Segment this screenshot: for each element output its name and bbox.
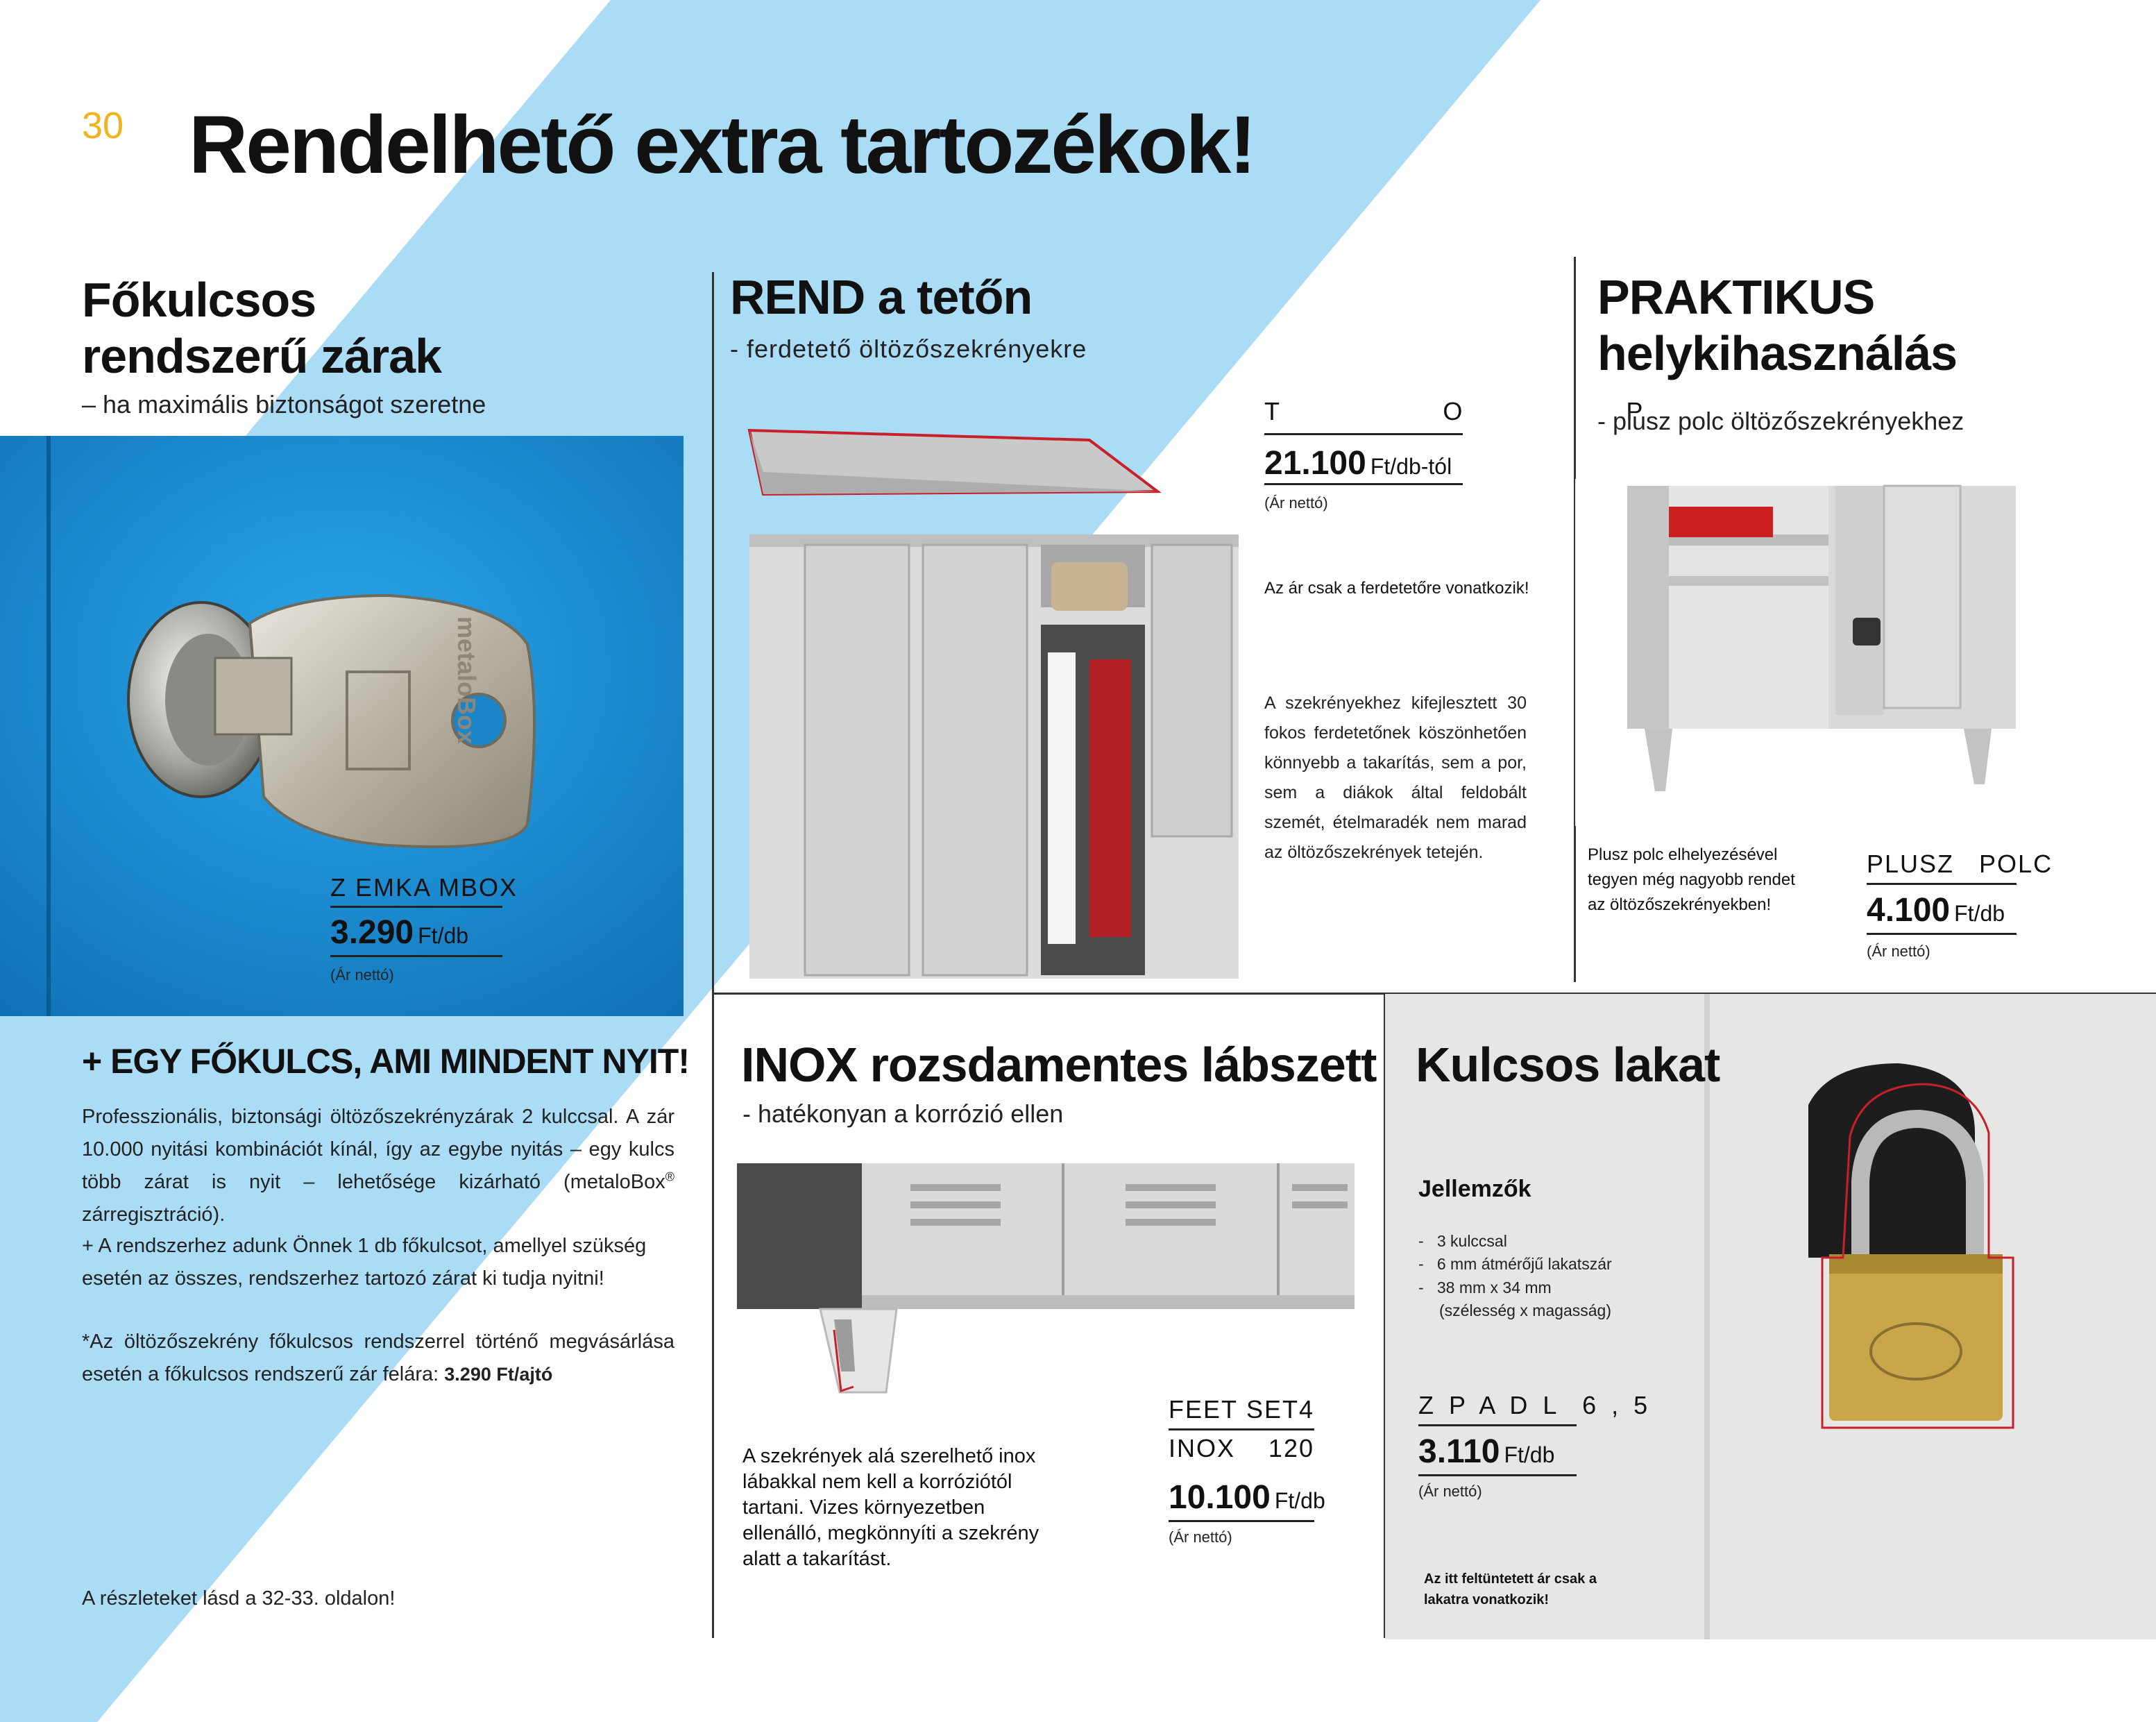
page-title: Rendelhető extra tartozékok! (189, 99, 1255, 191)
padlock-feature-note: (szélesség x magasság) (1439, 1301, 1611, 1320)
roof-net-note: (Ár nettó) (1264, 494, 1328, 512)
divider-vertical-1 (712, 272, 714, 994)
lock-paragraph-1: Professzionális, biztonsági öltözőszekrényzárak 2 kulccsal. A zár 10.000 nyitási kombinációt kínál, így az egybe nyitás – egy kulcs több zárat is nyit – lehetősége kizárható (metaloBox® zárregisztráció). (82, 1106, 674, 1226)
padlock-feature-item: - 38 mm x 34 mm (1418, 1278, 1552, 1297)
inox-section-title: INOX rozsdamentes lábszett (741, 1038, 1377, 1092)
lock-section-subtitle: – ha maximális biztonságot szeretne (82, 390, 486, 419)
padlock-price: 3.110 Ft/db (1418, 1433, 1555, 1470)
padlock-features-heading: Jellemzők (1418, 1176, 1531, 1202)
lock-paragraph-2: + A rendszerhez adunk Önnek 1 db főkulcsot, amellyel szükség esetén az összes, rendszerhez tartozó zárat ki tudja nyitni! (82, 1235, 647, 1290)
inox-product-code-line-2: INOX 120 (1169, 1434, 1314, 1462)
padlock-product-code: Z P A D L 6 , 5 (1418, 1391, 1652, 1419)
lock-paragraph-3: *Az öltözőszekrény főkulcsos rendszerrel történő megvásárlása esetén a főkulcsos rendszerű zár felára: 3.290 Ft/ajtó (82, 1331, 674, 1385)
padlock-price-note: Az itt feltüntetett ár csak a lakatra vonatkozik! (1424, 1571, 1597, 1607)
inox-description: A szekrények alá szerelhető inox lábakkal nem kell a korróziótól tartani. Vizes környezetben ellenálló, megkönnyíti a szekrény alatt a takarítást. (742, 1445, 1039, 1571)
roof-price: 21.100 Ft/db-tól (1264, 445, 1452, 482)
lock-section-title: Főkulcsos rendszerű zárak (82, 273, 442, 384)
roof-locker-illustration (742, 423, 1242, 986)
inox-net-note: (Ár nettó) (1169, 1528, 1232, 1546)
shelf-locker-illustration (1575, 479, 2026, 826)
roof-description: A szekrényekhez kifejlesztett 30 fokos ferdetetőnek köszönhetően könnyebb a takarítás, sem a por, sem a diákok által feldobált szemét, ételmaradék nem marad az öltözőszekrények tetején. (1264, 693, 1527, 862)
roof-product-code: T O P (1264, 397, 1693, 425)
key-brand-engraving: metaloBox (452, 616, 481, 745)
inox-price: 10.100 Ft/db (1169, 1479, 1325, 1516)
divider-vertical-3 (712, 993, 714, 1638)
shelf-section-title: PRAKTIKUS helykihasználás (1597, 270, 1958, 381)
lock-footnote: A részleteket lásd a 32-33. oldalon! (82, 1587, 396, 1610)
shelf-price: 4.100 Ft/db (1867, 892, 2005, 929)
padlock-feature-item: - 3 kulccsal (1418, 1232, 1507, 1250)
padlock-section-title: Kulcsos lakat (1416, 1038, 1720, 1092)
shelf-section-subtitle: - plusz polc öltözőszekrényekhez (1597, 407, 1964, 435)
inox-section-subtitle: - hatékonyan a korrózió ellen (742, 1099, 1064, 1128)
page-number: 30 (82, 105, 124, 146)
roof-price-note: Az ár csak a ferdetetőre vonatkozik! (1264, 579, 1529, 598)
padlock-feature-item: - 6 mm átmérőjű lakatszár (1418, 1255, 1612, 1274)
master-key-heading: + EGY FŐKULCS, AMI MINDENT NYIT! (82, 1042, 689, 1081)
lock-net-note: (Ár nettó) (330, 966, 394, 984)
inox-product-code-line-1: FEET SET4 (1169, 1395, 1314, 1424)
padlock-features-list (1418, 1230, 1612, 1322)
shelf-net-note: (Ár nettó) (1867, 943, 1930, 960)
lock-price: 3.290 Ft/db (330, 914, 469, 951)
lock-product-code: Z EMKA MBOX (330, 873, 518, 902)
roof-section-title: REND a tetőn (730, 270, 1033, 324)
shelf-description: Plusz polc elhelyezésével tegyen még nagyobb rendet az öltözőszekrényekben! (1588, 845, 1795, 914)
roof-section-subtitle: - ferdetető öltözőszekrényekre (730, 335, 1087, 363)
shelf-product-code: PLUSZ POLC (1867, 850, 2053, 878)
padlock-net-note: (Ár nettó) (1418, 1483, 1482, 1500)
inox-feet-illustration (737, 1163, 1355, 1413)
